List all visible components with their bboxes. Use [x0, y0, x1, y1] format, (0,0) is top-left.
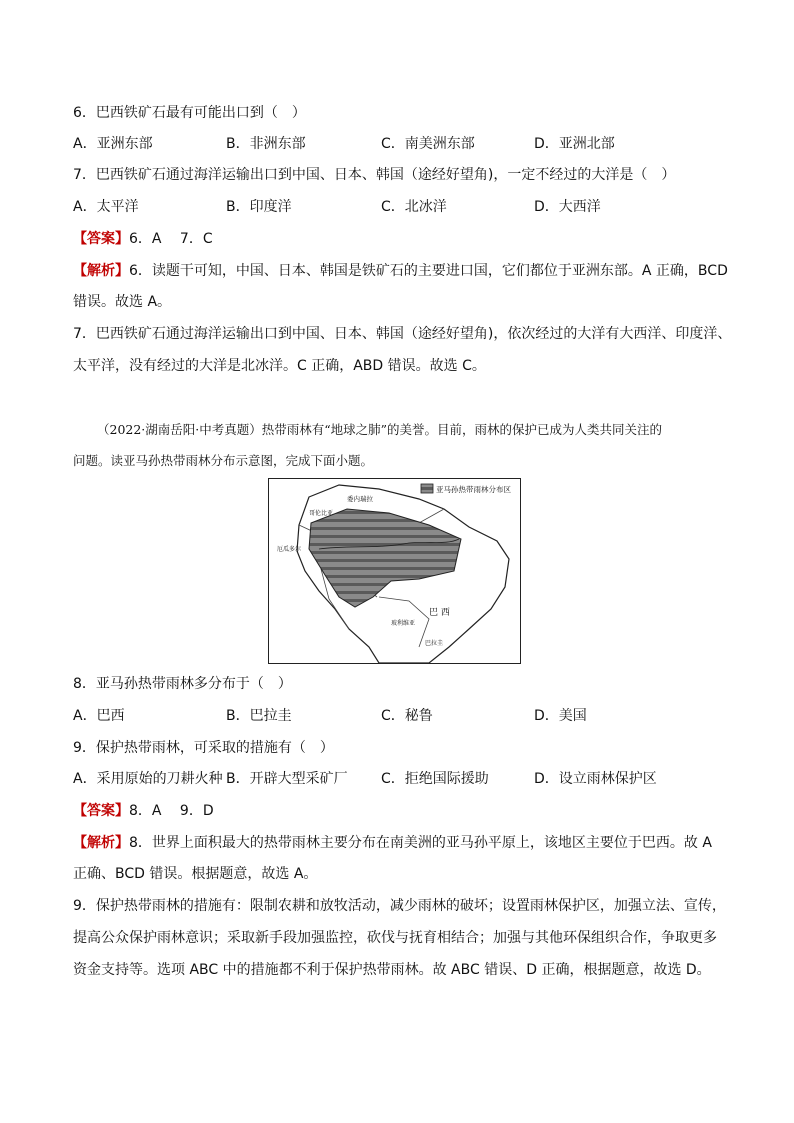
answer-tag: 【答案】: [73, 231, 129, 247]
analysis-block-1: [73, 261, 728, 281]
analysis-line: 资金支持等。选项 ABC 中的措施都不利于保护热带雨林。故 ABC 错误、D 正确，根据题意，故选 D。: [73, 962, 711, 978]
analysis-block-2: [73, 833, 712, 853]
q6-stem: 6．巴西铁矿石最有可能出口到（ ）: [73, 105, 306, 121]
q9-option-c: C．拒绝国际援助: [381, 771, 489, 787]
q7-option-d: D．大西洋: [534, 199, 601, 215]
answer-block-2: [73, 801, 214, 821]
legend-swatch: [421, 484, 433, 493]
analysis-line: 提高公众保护雨林意识；采取新手段加强监控，砍伐与抚育相结合；加强与其他环保组织合作，争取更多: [73, 930, 717, 946]
analysis-tag: 【解析】: [73, 263, 129, 279]
q8-option-c: C．秘鲁: [381, 708, 433, 724]
map-label-colombia: 哥伦比亚: [309, 510, 334, 517]
q8-option-a: A．巴西: [73, 708, 125, 724]
map-label-brazil: 巴 西: [429, 608, 450, 618]
map-label-bolivia: 玻利维亚: [391, 620, 416, 627]
answer-text: 8．A 9．D: [129, 803, 214, 819]
q8-stem: 8．亚马孙热带雨林多分布于（ ）: [73, 676, 292, 692]
q7-option-a: A．太平洋: [73, 199, 139, 215]
analysis-line: 6．读题干可知，中国、日本、韩国是铁矿石的主要进口国，它们都位于亚洲东部。A 正确，BCD: [129, 263, 728, 279]
map-label-ecuador: 厄瓜多尔: [277, 546, 302, 553]
analysis-line: 错误。故选 A。: [73, 294, 172, 310]
analysis-line: 7．巴西铁矿石通过海洋运输出口到中国、日本、韩国（途经好望角)，依次经过的大洋有大西洋、印度洋、: [73, 326, 732, 342]
analysis-line: 9．保护热带雨林的措施有：限制农耕和放牧活动，减少雨林的破坏；设置雨林保护区，加强立法、宣传，: [73, 898, 726, 914]
amazon-rainforest-map: [268, 478, 521, 664]
answer-text: 6．A 7．C: [129, 231, 213, 247]
q6-option-d: D．亚洲北部: [534, 136, 615, 152]
q6-option-a: A．亚洲东部: [73, 136, 153, 152]
answer-tag: 【答案】: [73, 803, 129, 819]
q6-option-b: B．非洲东部: [226, 136, 306, 152]
q9-option-b: B．开辟大型采矿厂: [226, 771, 348, 787]
q9-option-d: D．设立雨林保护区: [534, 771, 657, 787]
q8-option-b: B．巴拉圭: [226, 708, 292, 724]
answer-block-1: [73, 229, 213, 249]
q7-option-c: C．北冰洋: [381, 199, 447, 215]
q8-option-d: D．美国: [534, 708, 587, 724]
map-label-venezuela: 委内瑞拉: [347, 495, 373, 503]
intro-line: 问题。读亚马孙热带雨林分布示意图，完成下面小题。: [73, 453, 374, 468]
q9-option-a: A．采用原始的刀耕火种: [73, 771, 223, 787]
analysis-line: 正确、BCD 错误。根据题意，故选 A。: [73, 866, 318, 882]
q6-option-c: C．南美洲东部: [381, 136, 475, 152]
map-label-paraguay: 巴拉圭: [425, 640, 444, 647]
q9-stem: 9．保护热带雨林，可采取的措施有（ ）: [73, 740, 334, 756]
q7-stem: 7．巴西铁矿石通过海洋运输出口到中国、日本、韩国（途经好望角)，一定不经过的大洋是（ ）: [73, 167, 676, 183]
analysis-line: 8．世界上面积最大的热带雨林主要分布在南美洲的亚马孙平原上，该地区主要位于巴西。故 A: [129, 835, 712, 851]
q7-option-b: B．印度洋: [226, 199, 292, 215]
analysis-tag: 【解析】: [73, 835, 129, 851]
intro-line: （2022·湖南岳阳·中考真题）热带雨林有“地球之肺”的美誉。目前，雨林的保护已成为人类共同关注的: [97, 422, 663, 437]
legend-label: 亚马孙热带雨林分布区: [436, 485, 511, 494]
analysis-line: 太平洋，没有经过的大洋是北冰洋。C 正确，ABD 错误。故选 C。: [73, 358, 486, 374]
